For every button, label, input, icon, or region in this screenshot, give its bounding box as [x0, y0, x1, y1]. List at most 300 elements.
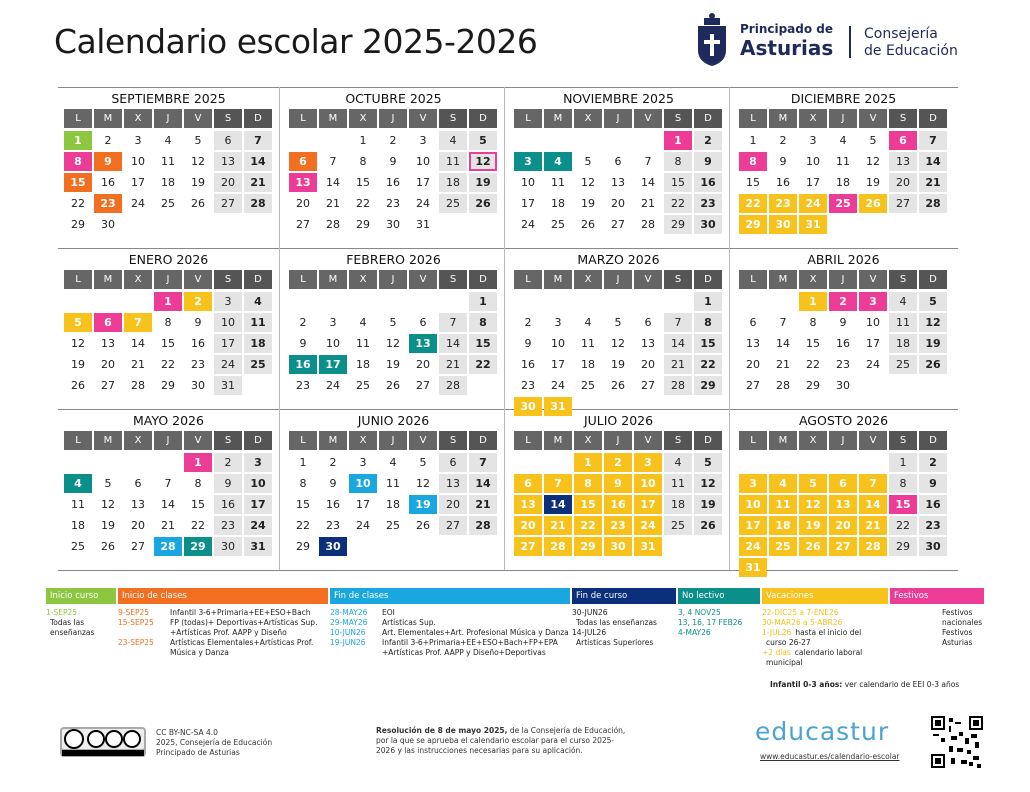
day-cell: 11	[356, 337, 370, 350]
day-cell: 30	[214, 537, 242, 556]
day-cell: 13	[214, 152, 242, 171]
day-cell: 21	[469, 495, 497, 514]
day-cell: 25	[439, 194, 467, 213]
month-12	[739, 411, 948, 574]
day-cell: 23	[191, 358, 205, 371]
legend-column	[330, 608, 570, 658]
weekday-header: D	[469, 270, 497, 289]
day-cell: 16	[776, 176, 790, 189]
weekday-header: D	[694, 431, 722, 450]
day-cell: 11	[386, 477, 400, 490]
day-cell: 9	[839, 316, 847, 329]
weekday-header: J	[154, 270, 182, 289]
day-cell: 17	[214, 334, 242, 353]
day-cell: 27	[889, 194, 917, 213]
page-title: Calendario escolar 2025-2026	[54, 22, 538, 61]
day-cell: 12	[919, 313, 947, 332]
day-cell: 1	[359, 134, 367, 147]
weekday-header: L	[514, 109, 542, 128]
resolution-body: de la Consejería de Educación, por la que se aprueba el calendario escolar para el curso 2025-2026 y las instrucciones necesarias para su aplicación.	[376, 726, 626, 755]
day-cell: 17	[521, 197, 535, 210]
legend-date: 14-JUL26	[572, 628, 607, 637]
day-cell: 6	[644, 316, 652, 329]
day-cell: 19	[611, 358, 625, 371]
day-cell: 31	[416, 218, 430, 231]
day-cell: 8	[299, 477, 307, 490]
legend-desc: +Artísticas Prof. AAPP y Diseño+Deportivas	[382, 648, 546, 657]
weekday-header: S	[439, 270, 467, 289]
day-cell: 5	[869, 134, 877, 147]
logo-line4: de Educación	[864, 43, 958, 59]
weekday-header: S	[439, 431, 467, 450]
month-1	[64, 89, 273, 239]
day-cell: 29	[889, 537, 917, 556]
month-6	[289, 250, 498, 400]
day-cell: 21	[326, 197, 340, 210]
day-cell: 14	[664, 334, 692, 353]
day-cell: 9	[94, 152, 122, 171]
weekday-header: L	[289, 431, 317, 450]
day-cell: 7	[164, 477, 172, 490]
day-cell: 27	[746, 379, 760, 392]
weekday-header: L	[739, 109, 767, 128]
day-cell: 3	[634, 453, 662, 472]
day-cell: 13	[746, 337, 760, 350]
day-cell: 25	[664, 516, 692, 535]
legend-line	[118, 608, 328, 618]
weekday-header: X	[124, 270, 152, 289]
day-cell: 13	[439, 474, 467, 493]
weekday-header: D	[244, 109, 272, 128]
logo-line3: Consejería	[864, 26, 938, 42]
day-cell: 30	[386, 218, 400, 231]
legend-header-vacaciones: Vacaciones	[762, 588, 888, 604]
day-cell: 18	[244, 334, 272, 353]
legend-line	[46, 628, 116, 638]
day-cell: 13	[514, 495, 542, 514]
day-cell: 30	[604, 537, 632, 556]
month-name: ABRIL 2026	[807, 252, 880, 267]
day-cell: 26	[469, 194, 497, 213]
weekday-header: X	[349, 270, 377, 289]
legend-desc: +Artísticas Prof. AAPP y Diseño	[170, 628, 287, 637]
weekday-header: M	[319, 109, 347, 128]
grid-divider	[279, 87, 280, 570]
day-cell: 31	[799, 215, 827, 234]
day-cell: 10	[521, 176, 535, 189]
day-cell: 6	[889, 131, 917, 150]
day-cell: 22	[806, 358, 820, 371]
month-8	[739, 250, 948, 400]
weekday-header: L	[289, 109, 317, 128]
grid-line	[58, 248, 958, 249]
day-cell: 21	[161, 519, 175, 532]
day-cell: 3	[134, 134, 142, 147]
legend-desc: Música y Danza	[170, 648, 229, 657]
day-cell: 24	[326, 379, 340, 392]
day-cell: 14	[161, 498, 175, 511]
infantil-note	[770, 680, 959, 689]
day-cell: 24	[356, 519, 370, 532]
day-cell: 28	[244, 194, 272, 213]
legend-date	[118, 628, 166, 638]
weekday-header: M	[544, 109, 572, 128]
day-cell: 10	[244, 474, 272, 493]
legend-line	[890, 608, 984, 628]
day-cell: 10	[326, 337, 340, 350]
weekday-header: J	[829, 431, 857, 450]
legend-date: 28-MAY26	[330, 608, 368, 617]
day-cell: 26	[386, 379, 400, 392]
day-cell: 4	[64, 474, 92, 493]
legend-line	[330, 618, 570, 628]
month-11	[514, 411, 723, 561]
day-cell: 25	[386, 519, 400, 532]
weekday-header: L	[64, 270, 92, 289]
weekday-header: M	[769, 109, 797, 128]
day-cell: 23	[919, 516, 947, 535]
day-cell: 6	[289, 152, 317, 171]
day-cell: 18	[889, 334, 917, 353]
day-cell: 27	[829, 537, 857, 556]
day-cell: 23	[326, 519, 340, 532]
day-cell: 10	[866, 316, 880, 329]
day-cell: 31	[244, 537, 272, 556]
grid-divider	[729, 87, 730, 570]
month-5	[64, 250, 273, 400]
day-cell: 27	[514, 537, 542, 556]
day-cell: 25	[71, 540, 85, 553]
day-cell: 26	[71, 379, 85, 392]
day-cell: 24	[799, 194, 827, 213]
legend-date: 30-JUN26	[572, 608, 608, 617]
day-cell: 18	[551, 197, 565, 210]
day-cell: 6	[829, 474, 857, 493]
day-cell: 3	[859, 292, 887, 311]
day-cell: 21	[244, 173, 272, 192]
day-cell: 20	[296, 197, 310, 210]
day-cell: 30	[191, 379, 205, 392]
day-cell: 4	[544, 152, 572, 171]
day-cell: 5	[799, 474, 827, 493]
legend-line	[118, 618, 328, 628]
day-cell: 4	[389, 456, 397, 469]
day-cell: 30	[101, 218, 115, 231]
day-cell: 8	[359, 155, 367, 168]
day-cell: 14	[641, 176, 655, 189]
weekday-header: X	[349, 431, 377, 450]
day-cell: 17	[319, 355, 347, 374]
day-cell: 11	[161, 155, 175, 168]
day-cell: 8	[574, 474, 602, 493]
weekday-header: D	[694, 109, 722, 128]
legend-date: 10-JUN26	[330, 628, 366, 637]
day-cell: 7	[244, 131, 272, 150]
legend-line	[762, 658, 888, 668]
day-cell: 21	[776, 358, 790, 371]
day-cell: 23	[604, 516, 632, 535]
weekday-header: J	[604, 109, 632, 128]
day-cell: 12	[191, 155, 205, 168]
day-cell: 7	[859, 474, 887, 493]
day-cell: 15	[889, 495, 917, 514]
resolution-bold: Resolución de 8 de mayo 2025,	[376, 726, 508, 735]
weekday-header: X	[124, 109, 152, 128]
weekday-header: J	[379, 431, 407, 450]
weekday-header: D	[244, 431, 272, 450]
weekday-header: L	[289, 270, 317, 289]
legend-date: 15-SEP25	[118, 618, 154, 627]
legend-date: 1-SEP25	[46, 608, 78, 617]
day-cell: 26	[191, 197, 205, 210]
legend	[46, 588, 984, 668]
legend-line	[330, 628, 570, 638]
day-cell: 17	[806, 176, 820, 189]
day-cell: 17	[739, 516, 767, 535]
day-cell: 9	[694, 152, 722, 171]
day-cell: 29	[356, 218, 370, 231]
day-cell: 7	[329, 155, 337, 168]
day-cell: 14	[469, 474, 497, 493]
logo-line2: Asturias	[740, 36, 834, 60]
legend-line	[572, 608, 676, 618]
month-9	[64, 411, 273, 561]
day-cell: 15	[574, 495, 602, 514]
day-cell: 23	[214, 516, 242, 535]
day-cell: 10	[214, 313, 242, 332]
day-cell: 1	[469, 292, 497, 311]
day-cell: 5	[104, 477, 112, 490]
grid-line	[58, 409, 958, 410]
day-cell: 9	[214, 474, 242, 493]
day-cell: 5	[694, 453, 722, 472]
day-cell: 18	[71, 519, 85, 532]
weekday-header: V	[859, 109, 887, 128]
day-cell: 22	[889, 516, 917, 535]
legend-desc: municipal	[766, 658, 803, 667]
month-name: FEBRERO 2026	[346, 252, 441, 267]
month-name: MARZO 2026	[577, 252, 660, 267]
infantil-text: ver calendario de EEI 0-3 años	[842, 680, 960, 689]
day-cell: 31	[214, 376, 242, 395]
weekday-header: L	[739, 431, 767, 450]
month-name: DICIEMBRE 2025	[790, 91, 897, 106]
legend-date: 23-SEP25	[118, 638, 154, 647]
day-cell: 14	[131, 337, 145, 350]
month-name: JULIO 2026	[583, 413, 654, 428]
legend-desc: EOI	[382, 608, 395, 617]
day-cell: 28	[641, 218, 655, 231]
day-cell: 17	[634, 495, 662, 514]
day-cell: 10	[551, 337, 565, 350]
day-cell: 16	[289, 355, 317, 374]
weekday-header: X	[574, 431, 602, 450]
day-cell: 14	[776, 337, 790, 350]
legend-desc: Todas las	[50, 618, 85, 627]
day-cell: 29	[296, 540, 310, 553]
day-cell: 25	[769, 537, 797, 556]
legend-date: +2 días	[762, 648, 791, 657]
legend-line	[330, 648, 570, 658]
day-cell: 27	[416, 379, 430, 392]
day-cell: 22	[694, 355, 722, 374]
legend-date: 30-MAR26 a 5-ABR26	[762, 618, 843, 627]
weekday-header: V	[184, 109, 212, 128]
day-cell: 17	[131, 176, 145, 189]
day-cell: 27	[439, 516, 467, 535]
day-cell: 22	[739, 194, 767, 213]
day-cell: 16	[694, 173, 722, 192]
weekday-header: M	[544, 431, 572, 450]
legend-line	[572, 628, 676, 638]
day-cell: 23	[521, 379, 535, 392]
day-cell: 19	[71, 358, 85, 371]
day-cell: 1	[889, 453, 917, 472]
day-cell: 2	[299, 316, 307, 329]
day-cell: 28	[664, 376, 692, 395]
principado-logo	[694, 12, 984, 68]
day-cell: 29	[694, 376, 722, 395]
day-cell: 19	[409, 495, 437, 514]
day-cell: 30	[514, 397, 542, 416]
day-cell: 4	[839, 134, 847, 147]
day-cell: 13	[641, 337, 655, 350]
day-cell: 8	[164, 316, 172, 329]
day-cell: 16	[101, 176, 115, 189]
infantil-bold: Infantil 0-3 años:	[770, 680, 843, 689]
day-cell: 3	[359, 456, 367, 469]
day-cell: 3	[739, 474, 767, 493]
legend-desc: FP (todas)+ Deportivas+Artísticas Sup.	[170, 618, 318, 627]
day-cell: 19	[694, 495, 722, 514]
day-cell: 29	[806, 379, 820, 392]
day-cell: 17	[356, 498, 370, 511]
day-cell: 30	[319, 537, 347, 556]
day-cell: 19	[866, 176, 880, 189]
day-cell: 27	[641, 379, 655, 392]
day-cell: 31	[544, 397, 572, 416]
day-cell: 3	[329, 316, 337, 329]
day-cell: 1	[299, 456, 307, 469]
day-cell: 9	[389, 155, 397, 168]
weekday-header: D	[469, 431, 497, 450]
day-cell: 21	[919, 173, 947, 192]
day-cell: 12	[799, 495, 827, 514]
month-name: ENERO 2026	[128, 252, 209, 267]
day-cell: 27	[131, 540, 145, 553]
day-cell: 29	[739, 215, 767, 234]
day-cell: 10	[634, 474, 662, 493]
day-cell: 22	[71, 197, 85, 210]
day-cell: 8	[664, 152, 692, 171]
legend-desc: Infantil 3-6+Primaria+EE+ESO+Bach	[170, 608, 311, 617]
day-cell: 9	[299, 337, 307, 350]
day-cell: 25	[551, 218, 565, 231]
day-cell: 8	[694, 313, 722, 332]
legend-line	[572, 638, 676, 648]
legend-desc: Festivos nacionales	[942, 608, 983, 627]
day-cell: 9	[194, 316, 202, 329]
day-cell: 20	[611, 197, 625, 210]
legend-date: 9-SEP25	[118, 608, 150, 617]
day-cell: 4	[584, 316, 592, 329]
month-name: SEPTIEMBRE 2025	[111, 91, 226, 106]
day-cell: 6	[214, 131, 242, 150]
day-cell: 28	[154, 537, 182, 556]
day-cell: 7	[544, 474, 572, 493]
weekday-header: M	[544, 270, 572, 289]
legend-desc: curso 26-27	[766, 638, 811, 647]
qr-code-icon[interactable]	[931, 716, 983, 768]
month-name: OCTUBRE 2025	[345, 91, 442, 106]
day-cell: 3	[244, 453, 272, 472]
weekday-header: M	[319, 270, 347, 289]
day-cell: 14	[439, 334, 467, 353]
day-cell: 22	[574, 516, 602, 535]
day-cell: 13	[131, 498, 145, 511]
day-cell: 18	[439, 173, 467, 192]
legend-date: 29-MAY26	[330, 618, 368, 627]
day-cell: 20	[746, 358, 760, 371]
day-cell: 4	[889, 292, 917, 311]
educastur-link[interactable]: www.educastur.es/calendario-escolar	[760, 752, 900, 761]
day-cell: 5	[64, 313, 92, 332]
day-cell: 26	[581, 218, 595, 231]
weekday-header: V	[859, 431, 887, 450]
month-2	[289, 89, 498, 239]
day-cell: 29	[574, 537, 602, 556]
day-cell: 2	[104, 134, 112, 147]
day-cell: 28	[326, 218, 340, 231]
month-name: NOVIEMBRE 2025	[563, 91, 674, 106]
day-cell: 19	[799, 516, 827, 535]
day-cell: 19	[191, 176, 205, 189]
legend-line	[890, 628, 984, 648]
legend-line	[762, 618, 888, 628]
day-cell: 1	[574, 453, 602, 472]
day-cell: 12	[469, 152, 497, 171]
legend-date	[330, 648, 378, 658]
license-line1: CC BY-NC-SA 4.0	[156, 728, 218, 737]
day-cell: 12	[611, 337, 625, 350]
day-cell: 18	[769, 516, 797, 535]
day-cell: 18	[161, 176, 175, 189]
legend-line	[678, 628, 760, 638]
day-cell: 9	[329, 477, 337, 490]
day-cell: 28	[469, 516, 497, 535]
day-cell: 29	[161, 379, 175, 392]
weekday-header: D	[694, 270, 722, 289]
day-cell: 30	[769, 215, 797, 234]
legend-desc: hasta el inicio del	[795, 628, 862, 637]
legend-column	[678, 608, 760, 638]
weekday-header: J	[829, 109, 857, 128]
day-cell: 27	[101, 379, 115, 392]
calendar-grid	[58, 87, 958, 574]
weekday-header: X	[799, 109, 827, 128]
crest-icon	[694, 12, 730, 66]
day-cell: 6	[614, 155, 622, 168]
day-cell: 26	[694, 516, 722, 535]
day-cell: 17	[551, 358, 565, 371]
legend-line	[330, 608, 570, 618]
day-cell: 2	[329, 456, 337, 469]
day-cell: 14	[919, 152, 947, 171]
day-cell: 9	[919, 474, 947, 493]
day-cell: 25	[356, 379, 370, 392]
day-cell: 22	[296, 519, 310, 532]
day-cell: 11	[71, 498, 85, 511]
